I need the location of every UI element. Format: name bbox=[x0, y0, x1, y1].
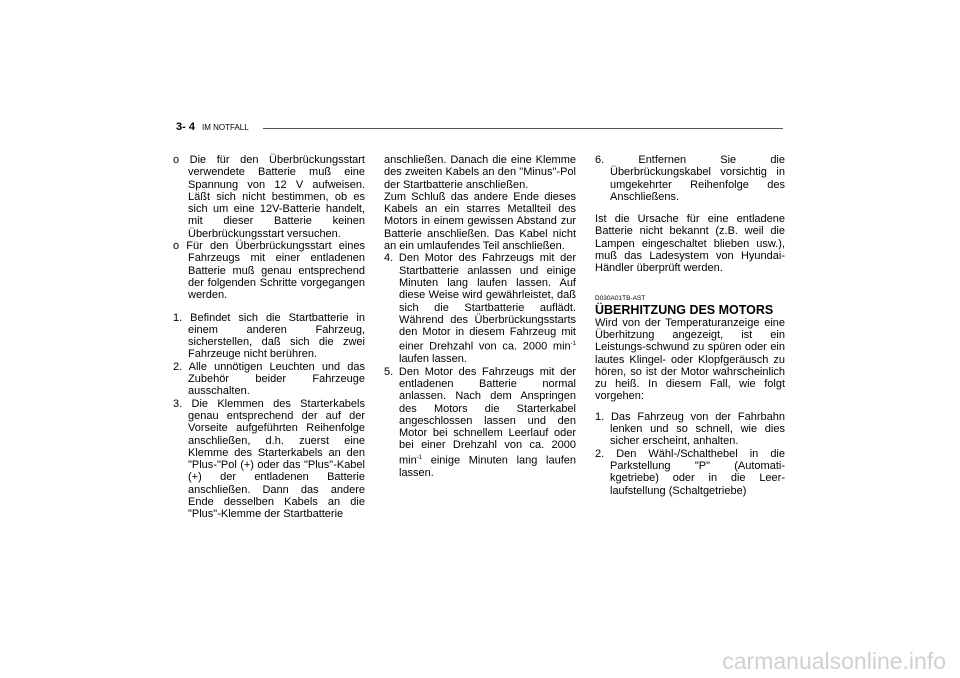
overheat-step-2: 2. Den Wähl-/Schalthebel in die Parkstellung "P" (Automati-kgetriebe) oder in die Leer-laufstellung (Schaltgetriebe) bbox=[595, 447, 785, 497]
header-rule bbox=[263, 128, 783, 129]
step-3: 3. Die Klemmen des Starterkabels genau entsprechend der auf der Vorseite aufgeführten Reihenfolge anschließen, d.h. zuerst eine Klemme des Starterkabels an den "Plus-"Pol (+) oder das "Plus"-Kabel (+) der entladenen Batterie anschließen. Dann das andere Ende desselben Kabels an die "Plus"-Klemme der Startbatterie bbox=[173, 397, 365, 521]
page-number: 3- 4 bbox=[176, 121, 195, 133]
bullet-procedure: o Für den Überbrückungsstart eines Fahrzeugs mit einer entladenen Batterie muß genau entsprechend der folgenden Schritte vorgegangen werden. bbox=[173, 240, 365, 302]
step-4: 4. Den Motor des Fahrzeugs mit der Startbatterie anlassen und einige Minuten lang laufen lassen. Auf diese Weise wird gewährleistet, daß sich die Startbatterie auflädt. Während des Überbrückungsstarts den Motor in diesem Fahrzeug mit einer Drehzahl von ca. 2000 $\min^{-1}$ laufen lassen. bbox=[384, 252, 576, 366]
step-6: 6. Entfernen Sie die Überbrückungskabel vorsichtig in umgekehrter Reihenfolge des Anschließens. bbox=[595, 154, 785, 203]
watermark: carmanualsonline.info bbox=[722, 648, 946, 674]
section-heading: ÜBERHITZUNG DES MOTORS bbox=[595, 302, 774, 317]
column-1 bbox=[173, 154, 365, 521]
section-code: D030A01TB-AST bbox=[595, 294, 646, 302]
step-3-continued: anschließen. Danach die eine Klemme des zweiten Kabels an den "Minus"-Pol der Startbatterie anschließen. bbox=[384, 154, 576, 191]
superscript: -1 bbox=[416, 454, 423, 461]
overheat-step-1: 1. Das Fahrzeug von der Fahrbahn lenken und so schnell, wie dies sicher erscheint, anhalten. bbox=[595, 410, 785, 448]
step-5: 5. Den Motor des Fahrzeugs mit der entladenen Batterie normal anlassen. Nach dem Anspringen des Motors die Starterkabel angeschlossen lassen und den Motor bei schnellem Leerlauf oder bei einer Drehzahl von ca. 2000 $\min^{-1}$ einige Minuten lang laufen lassen. bbox=[384, 365, 576, 479]
bullet-voltage: o Die für den Überbrückungsstart verwendete Batterie muß eine Spannung von 12 V aufweisen. Läßt sich nicht bestimmen, ob es sich um eine 12V-Batterie handelt, mit dieser Batterie keinen Überbrückungsstart versuchen. bbox=[173, 154, 365, 240]
overheating-intro: Wird von der Temperaturanzeige eine Überhitzung angezeigt, ist ein Leistungs-schwund zu spüren oder ein lautes Klingel- oder Klopfgeräusch zu hören, so ist der Motor wahrscheinlich zu heiß. In diesem Fall, wie folgt vorgehen: bbox=[595, 316, 785, 403]
step-2: 2. Alle unnötigen Leuchten und das Zubehör beider Fahrzeuge ausschalten. bbox=[173, 360, 365, 398]
step-1: 1. Befindet sich die Startbatterie in einem anderen Fahrzeug, sicherstellen, daß sich die zwei Fahrzeuge nicht berühren. bbox=[173, 311, 365, 361]
section-title: IM NOTFALL bbox=[202, 123, 249, 132]
step-3-final: Zum Schluß das andere Ende dieses Kabels an ein starres Metallteil des Motors in einem gewissen Abstand zur Batterie anschließen. Das Kabel nicht an ein umlaufendes Teil anschließen. bbox=[384, 190, 576, 253]
battery-note: Ist die Ursache für eine entladene Batterie nicht bekannt (z.B. weil die Lampen eingeschaltet blieben usw.), muß das Ladesystem von Hyundai-Händler überprüft werden. bbox=[595, 213, 785, 275]
column-2 bbox=[384, 154, 576, 479]
column-3 bbox=[595, 154, 785, 497]
superscript: -1 bbox=[570, 341, 576, 348]
